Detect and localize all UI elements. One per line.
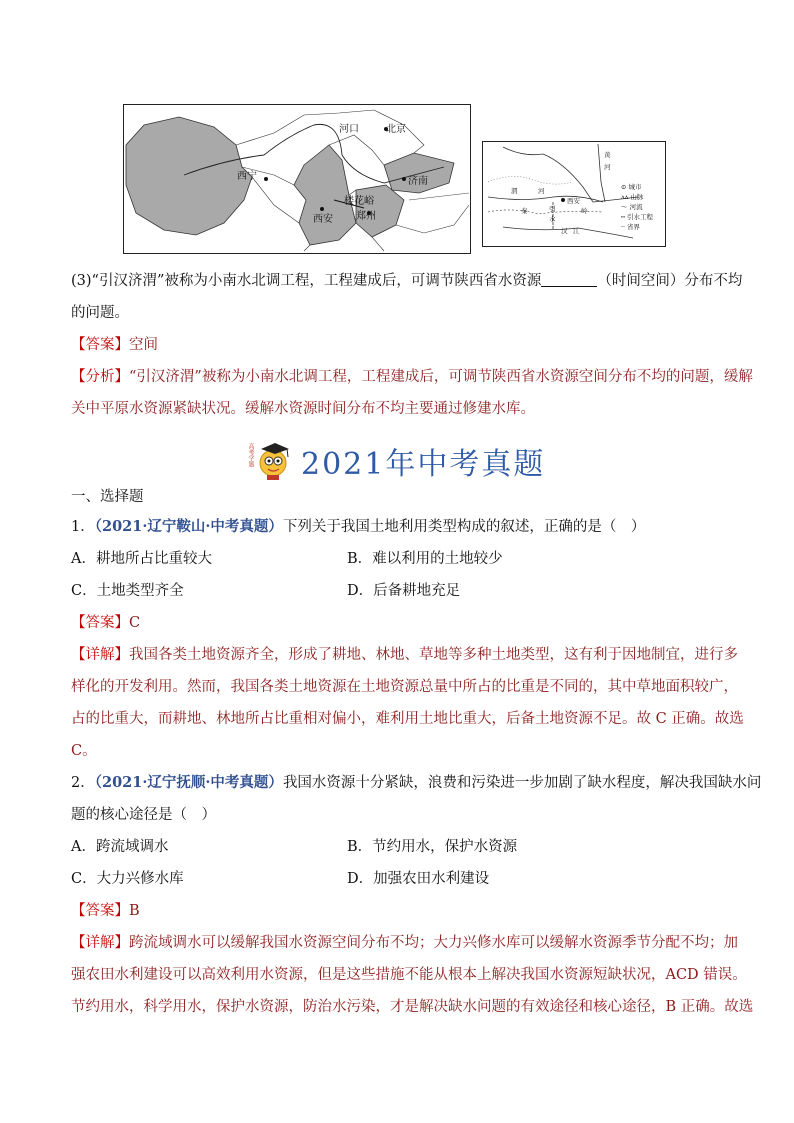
q2-detail-line1: 【详解】跨流域调水可以缓解我国水资源空间分布不均；大力兴修水库可以缓解水资源季节分配不均；加 [71,935,738,951]
q3-blank[interactable] [541,272,597,287]
inset-label-xian: 西安 [567,197,580,205]
q2-source: （2021·辽宁抚顺·中考真题） [94,774,283,791]
q1-detail-line1: 【详解】我国各类土地资源齐全，形成了耕地、林地、草地等多种土地类型，这有利于因地制宜，进行多 [71,647,738,663]
q2-answer: 【答案】B [71,903,140,919]
legend-item-river: ～ 河流 [621,203,643,211]
q3-answer: 【答案】空间 [71,337,158,353]
q2-option-b[interactable]: B．节约用水，保护水资源 [347,839,518,855]
q2-option-c[interactable]: C．大力兴修水库 [71,871,184,887]
inset-label-jiang: 江 [573,227,580,235]
q1-option-c[interactable]: C．土地类型齐全 [71,583,184,599]
inset-label-wei-he: 河 [538,187,545,195]
legend-item-city: ⊙ 城市 [621,183,642,191]
q1-source: （2021·辽宁鞍山·中考真题） [94,518,283,535]
section-subheading: 一、选择题 [71,489,144,505]
q2-stem: 2．（2021·辽宁抚顺·中考真题）我国水资源十分紧缺，浪费和污染进一步加剧了缺水程度，解决我国缺水问 [71,774,762,791]
q1-detail-line4: C。 [71,743,97,759]
map-label-xining: 西宁 [237,171,257,182]
inset-label-qin: 秦 [521,207,528,215]
analysis-tag: 【分析】 [71,369,129,385]
inset-legend [621,182,663,232]
main-map [123,104,471,254]
q1-answer: 【答案】C [71,615,141,631]
q3-text-line2: 的问题。 [71,305,129,321]
q1-option-b[interactable]: B．难以利用的土地较少 [347,551,503,567]
q3-analysis-line1: 【分析】“引汉济渭”被称为小南水北调工程，工程建成后，可调节陕西省水资源空间分布不均的问题，缓解 [71,369,753,385]
inset-label-yin: 引 [549,205,556,213]
q2-detail-line3: 节约用水，科学用水，保护水资源，防治水污染，才是解决缺水问题的有效途径和核心途径，B 正确。故选 [71,999,754,1015]
q1-option-a[interactable]: A．耕地所占比重较大 [71,551,212,567]
map-label-jinan: 济南 [408,176,428,187]
legend-item-mountain: ʌʌ 山脉 [621,193,644,201]
answer-tag: 【答案】 [71,337,129,353]
q3-analysis-line2: 关中平原水资源紧缺状况。缓解水资源时间分布不均主要通过修建水库。 [71,401,535,417]
section-title: 2021年中考真题 [301,447,546,482]
inset-label-he: 河 [604,163,611,171]
inset-map [482,141,666,247]
q1-detail-line3: 占的比重大，而耕地、林地所占比重相对偏小，难利用土地比重大，后备土地资源不足。故 C 正确。故选 [71,711,744,727]
q2-stem-line2: 题的核心途径是（ ） [71,807,216,823]
legend-item-diversion: ┅ 引水工程 [621,213,653,221]
inset-label-huang: 黄 [604,151,611,159]
inset-label-ling: 岭 [581,207,588,215]
q1-stem: 1．（2021·辽宁鞍山·中考真题）下列关于我国土地利用类型构成的叙述，正确的是（ ） [71,518,646,535]
q2-option-a[interactable]: A．跨流域调水 [71,839,169,855]
q1-detail-line2: 样化的开发利用。然而，我国各类土地资源在土地资源总量中所占的比重是不同的，其中草地面积较广， [71,679,738,695]
q2-detail-line2: 强农田水利建设可以高效利用水资源，但是这些措施不能从根本上解决我国水资源短缺状况，ACD 错误。 [71,967,747,983]
q3-text: (3)“引汉济渭”被称为小南水北调工程，工程建成后，可调节陕西省水资源 （时间空间）分布不均 [71,273,743,289]
map-label-louhuayu: 楼花峪 [344,196,374,207]
q2-option-d[interactable]: D．加强农田水利建设 [347,871,490,887]
legend-item-border: ┈ 省界 [621,223,640,231]
section-header [245,437,555,481]
map-label-xian: 西安 [313,214,333,225]
inset-label-shui: 水 [549,215,556,223]
map-label-beijing: 北京 [386,124,406,135]
q1-option-d[interactable]: D．后备耕地充足 [347,583,461,599]
map-label-hekou: 河口 [339,124,359,135]
inset-label-wei: 渭 [511,187,518,195]
inset-label-han: 汉 [561,227,568,235]
map-label-zhengzhou: 郑州 [356,211,376,222]
logo-text: 高考学题 [247,443,254,467]
